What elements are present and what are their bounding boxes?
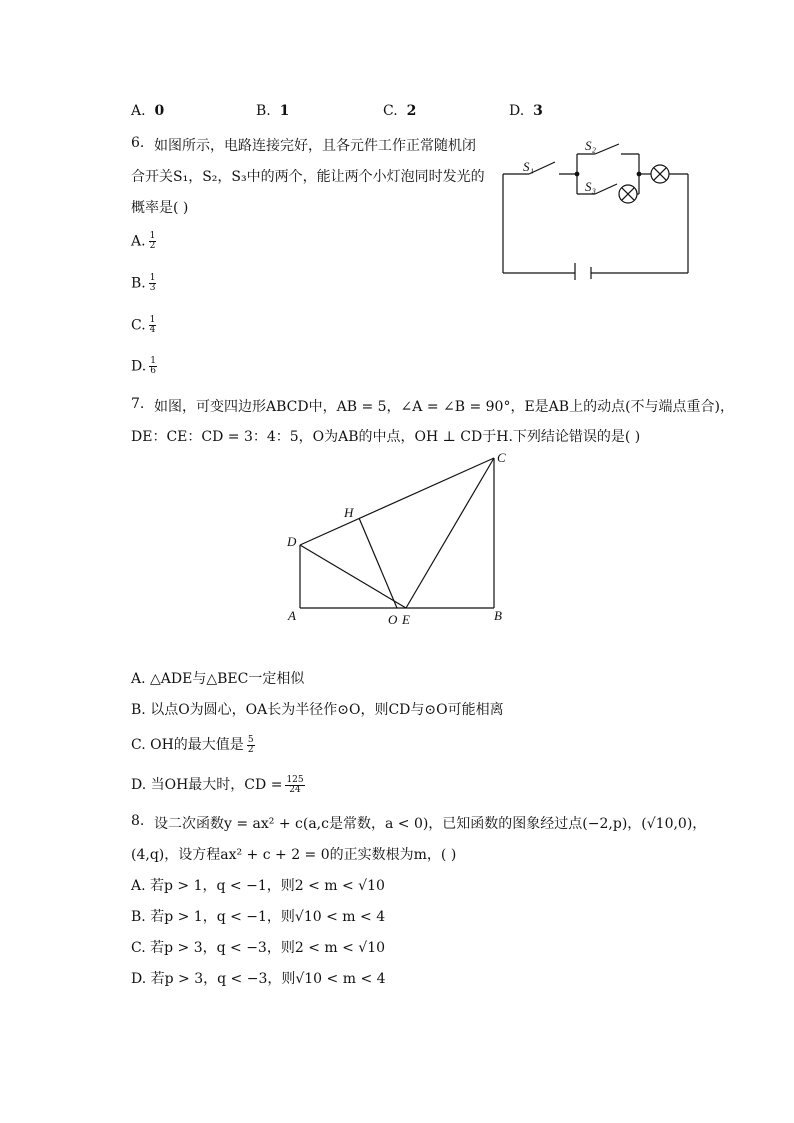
q8-stem-line2: (4,q)，设方程ax² + c + 2 = 0的正实数根为m，( ) xyxy=(131,847,457,863)
q6-stem-line1: 如图所示，电路连接完好，且各元件工作正常随机闭 xyxy=(154,138,476,154)
q8-stem-line1: 设二次函数y = ax² + c(a,c是常数，a < 0)，已知函数的图象经过点(−2,p)，(√10,0)， xyxy=(154,816,707,832)
segment-oh xyxy=(359,518,397,608)
segment-ec xyxy=(406,458,494,608)
q8-option-b: B. 若p > 1，q < −1，则√10 < m < 4 xyxy=(131,909,386,925)
s1-label: S₁ xyxy=(523,159,535,174)
q6-option-d: D. $\frac{1}{6}$ xyxy=(131,356,156,376)
q7-option-b: B. 以点O为圆心，OA长为半径作⊙O，则CD与⊙O可能相离 xyxy=(131,702,504,718)
q8-option-d: D. 若p > 3，q < −3，则√10 < m < 4 xyxy=(131,971,386,987)
q6-stem-line3: 概率是( ) xyxy=(131,200,189,216)
segment-dc xyxy=(300,458,494,545)
label-d: D xyxy=(287,534,297,549)
label-o: O xyxy=(388,612,398,627)
q6-option-b: B. $\frac{1}{3}$ xyxy=(131,273,156,293)
q7-option-c: C. OH的最大值是 $\frac{5}{2}$ xyxy=(131,734,254,755)
label-a: A xyxy=(288,608,296,623)
geometry-figure xyxy=(280,448,515,628)
q5-option-b: B. 1 xyxy=(256,103,290,119)
circuit-diagram xyxy=(495,130,700,280)
q5-option-c: C. 2 xyxy=(383,103,417,119)
q6-stem-line2: 合开关S₁，S₂，S₃中的两个，能让两个小灯泡同时发光的 xyxy=(131,169,485,185)
q6-number: 6. xyxy=(131,135,145,151)
s3-label: S₃ xyxy=(585,179,597,194)
s3-switch-blade xyxy=(595,184,617,194)
label-c: C xyxy=(497,450,506,465)
q7-number: 7. xyxy=(131,396,145,412)
segment-de xyxy=(300,545,406,608)
label-h: H xyxy=(344,505,354,520)
q8-option-c: C. 若p > 3，q < −3，则2 < m < √10 xyxy=(131,940,386,956)
q7-option-a: A. △ADE与△BEC一定相似 xyxy=(131,671,305,687)
label-b: B xyxy=(494,608,502,623)
q6-option-c: C. $\frac{1}{4}$ xyxy=(131,315,156,335)
s2-label: S₂ xyxy=(585,138,597,153)
q5-option-d: D. 3 xyxy=(509,103,543,119)
q8-option-a: A. 若p > 1，q < −1，则2 < m < √10 xyxy=(131,878,385,894)
s2-switch-blade xyxy=(595,144,619,154)
q6-option-a: A. $\frac{1}{2}$ xyxy=(131,231,156,251)
q7-stem-line2: DE：CE：CD = 3：4：5，O为AB的中点，OH ⊥ CD于H.下列结论错误的是( ) xyxy=(131,429,641,445)
q5-option-a: A. 0 xyxy=(131,103,165,119)
q8-number: 8. xyxy=(131,813,145,829)
q7-option-d: D. 当OH最大时，CD = $\frac{125}{24}$ xyxy=(131,774,304,795)
label-e: E xyxy=(402,612,410,627)
q7-stem-line1: 如图，可变四边形ABCD中，AB = 5，∠A = ∠B = 90°，E是AB上的动点(不与端点重合)， xyxy=(154,399,735,415)
